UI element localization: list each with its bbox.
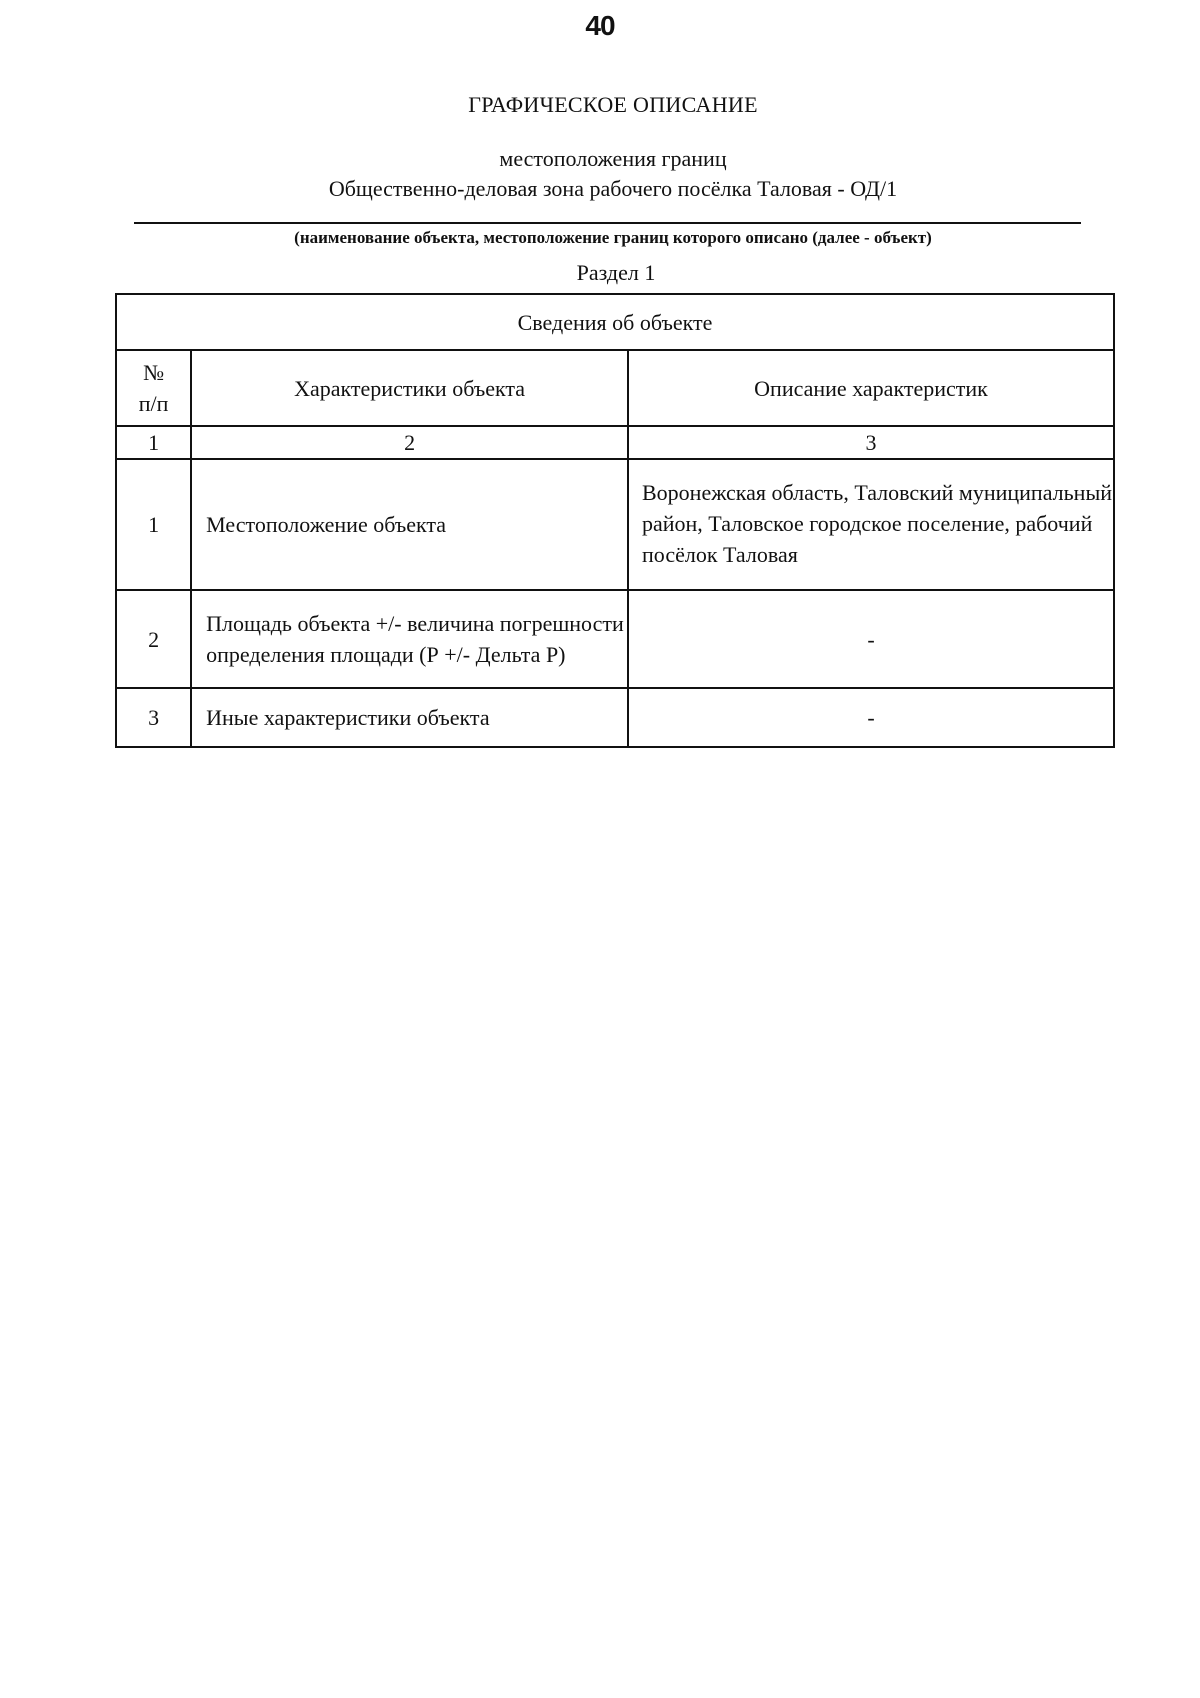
table-header: Сведения об объекте (116, 294, 1114, 350)
table-row (116, 590, 1114, 688)
section-heading: Раздел 1 (576, 260, 656, 285)
row-description: Воронежская область, Таловский муниципальный район, Таловское городское поселение, рабочий посёлок Таловая (628, 459, 1114, 590)
document-title: ГРАФИЧЕСКОЕ ОПИСАНИЕ (468, 92, 758, 117)
document-subtitle-line1: местоположения границ (499, 146, 727, 171)
row-description: - (628, 590, 1114, 688)
table-row (116, 688, 1114, 747)
row-characteristic: Иные характеристики объекта (191, 688, 628, 747)
row-characteristic: Площадь объекта +/- величина погрешности определения площади (Р +/- Дельта Р) (191, 590, 628, 688)
row-number: 1 (116, 459, 191, 590)
column-header-description: Описание характеристик (628, 350, 1114, 426)
column-index: 3 (628, 426, 1114, 459)
table-header-row (116, 294, 1114, 350)
column-header-number (116, 350, 191, 426)
column-headers-row (116, 350, 1114, 426)
column-index: 2 (191, 426, 628, 459)
title-underline (134, 222, 1081, 224)
row-description: - (628, 688, 1114, 747)
column-index-row (116, 426, 1114, 459)
row-characteristic: Местоположение объекта (191, 459, 628, 590)
table-row (116, 459, 1114, 590)
object-caption: (наименование объекта, местоположение границ которого описано (далее - объект) (294, 228, 932, 247)
document-subtitle-line2: Общественно-деловая зона рабочего посёлка Таловая - ОД/1 (328, 176, 898, 201)
row-number: 2 (116, 590, 191, 688)
object-info-table (115, 293, 1115, 748)
column-header-characteristics: Характеристики объекта (191, 350, 628, 426)
column-index: 1 (116, 426, 191, 459)
page-number: 40 (585, 10, 615, 41)
row-number: 3 (116, 688, 191, 747)
column-header-number-line2: п/п (138, 391, 169, 416)
column-header-number-line1: № (143, 360, 165, 385)
